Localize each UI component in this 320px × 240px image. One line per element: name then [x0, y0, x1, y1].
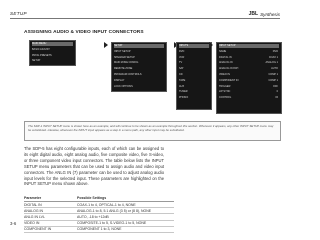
table-row [24, 226, 174, 232]
menu-line-value: AUTO [271, 67, 278, 71]
menu-line-label: TUNER [179, 90, 188, 94]
inputs-menu-screen [176, 42, 212, 110]
menu-line [219, 85, 279, 89]
menu-line [114, 56, 164, 60]
menu-line [114, 61, 164, 65]
main-menu-screen [29, 40, 76, 66]
menu-line-label: NAME [219, 49, 227, 53]
header-brand [249, 11, 280, 17]
menu-line-value: ANALOG 1 [265, 61, 278, 65]
menu-line-label: TV [179, 61, 183, 65]
menu-line-label: ANALOG IN [219, 61, 233, 65]
menu-line-label: CONTROL [219, 96, 232, 100]
menu-line [219, 79, 279, 83]
menu-line-label: SETUP [32, 59, 41, 63]
menu-line [114, 44, 164, 48]
header-section-label: SETUP [10, 11, 27, 16]
menu-line [179, 85, 209, 89]
menu-line [179, 44, 209, 48]
menu-line [114, 50, 164, 54]
parameter-settings: ANALOG-1 to 8, 5.1 ANLG (3 5) or (8 8), NONE [77, 208, 174, 214]
menu-line-label: LOCK OPTIONS [114, 84, 133, 88]
menu-line [179, 79, 209, 83]
setup-menu-screen [111, 42, 167, 92]
menu-line [219, 67, 279, 71]
parameter-name: COMPONENT IN [24, 226, 77, 232]
arrow-right-icon [209, 42, 213, 48]
column-header: Possible Settings [77, 196, 174, 202]
menu-line-label: MAIN MENU [32, 42, 47, 45]
parameter-name: ANLG IN LVL [24, 214, 77, 220]
menu-line-value: DVD [272, 49, 278, 53]
menu-line [32, 42, 73, 46]
menu-line [114, 73, 164, 77]
input-setup-menu-screen [216, 42, 282, 114]
menu-line-value: COMP 1 [268, 78, 278, 82]
menu-line [179, 73, 209, 77]
menu-line [179, 61, 209, 65]
menu-line-label: TRIGGER [219, 84, 231, 88]
menu-line [114, 79, 164, 83]
menu-line-value: COMP 1 [268, 73, 278, 76]
menu-line-value: IR [275, 96, 278, 100]
menu-line-label: CD [179, 73, 183, 76]
menu-line-label: MAIN ZONE CONFIG [114, 61, 139, 65]
menu-line-label: INPUT SETUP [114, 49, 131, 53]
menu-line [179, 56, 209, 60]
menu-line [32, 48, 73, 52]
menu-line-label: PROGRAM CONTROLS [114, 73, 142, 76]
parameter-settings: COMPOSITE-1 to 5, S-VIDEO-1 to 5, NONE [77, 220, 174, 226]
parameter-settings: COAX-1 to 4, OPTICAL-1 to 4, NONE [77, 202, 174, 208]
menu-line-label: REMOTE ZONE [114, 67, 133, 71]
page-number: 3-6 [10, 221, 17, 226]
menu-line-label: VCR [179, 55, 185, 59]
menu-line-label: AUX [179, 84, 185, 88]
note-box: The SDP-1 INPUT SETUP menu is shown here as an example, and will continue to be shown as an example throughout this section. Whenever it appears, any other INPUT SETUP menu may be substituted. Likewise, whenever the INPUT input appears as a step in a menu path, any other input may be substituted. [24, 121, 281, 141]
menu-line-value: 0 [276, 90, 278, 94]
menu-line-label: PHONO [179, 96, 189, 100]
menu-line [114, 85, 164, 89]
menu-line [179, 50, 209, 54]
parameter-settings: COMPONENT 1 to 3, NONE [77, 226, 174, 232]
body-paragraph: The SDP-5 has eight configurable inputs, each of which can be assigned to its eight digital audio, eight analog audio, five composite video, five S-video, or three component video input connectors. The table below lists the INPUT SETUP menu parameters that can be used to assign audio and video input connectors. The ANLG IN (7) parameter can be used to adjust analog audio input levels for the selected input. These parameters are highlighted on the INPUT SETUP menu shown above. [24, 146, 164, 187]
parameter-name: ANALOG IN [24, 208, 77, 214]
menu-line [179, 67, 209, 71]
menu-line [219, 96, 279, 100]
parameter-name: VIDEO IN [24, 220, 77, 226]
parameter-settings: AUTO, -18 to +12dB [77, 214, 174, 220]
header-rule [10, 18, 280, 19]
menu-line-label: SAT [179, 67, 184, 71]
menu-line-label: INPUT SETUP [219, 44, 236, 47]
menu-line-label: BASIC ADJUST [32, 47, 50, 51]
menu-line [179, 96, 209, 100]
menu-line [32, 54, 73, 58]
menu-line [114, 67, 164, 71]
parameter-table [24, 196, 174, 233]
menu-line [219, 90, 279, 94]
menu-line-value: OFF [273, 84, 278, 88]
menu-line-label: DVD [179, 49, 185, 53]
menu-line-label: DIGITAL IN [219, 55, 232, 59]
menu-line-label: TAPE [179, 78, 186, 82]
parameter-name: DIGITAL IN [24, 202, 77, 208]
menu-line-label: DISPLAY [114, 78, 125, 82]
section-title: ASSIGNING AUDIO & VIDEO INPUT CONNECTORS [24, 30, 144, 35]
menu-line [219, 56, 279, 60]
menu-line [219, 73, 279, 77]
menu-line-label: INPUTS [179, 44, 189, 47]
menu-line-label: SETUP [114, 44, 123, 47]
menu-line [219, 61, 279, 65]
menu-line-value: COAX 1 [268, 55, 278, 59]
menu-line-label: LIP SYNC [219, 90, 231, 94]
column-header: Parameter [24, 196, 77, 202]
menu-line [219, 44, 279, 48]
menu-line-label: PROG PRESETS [32, 53, 52, 57]
menu-line [219, 50, 279, 54]
menu-line-label: SPEAKER SETUP [114, 55, 135, 59]
arrow-right-icon [104, 42, 108, 48]
menu-line-label: VIDEO IN [219, 73, 230, 76]
brand-text: Synthesis [260, 11, 280, 17]
menu-line [179, 90, 209, 94]
menu-line [32, 59, 73, 63]
menu-line-label: COMPONENT IN [219, 78, 239, 82]
jbl-logo: JBL [248, 11, 259, 17]
menu-line-label: ANALOG IN 8CH [219, 67, 239, 71]
